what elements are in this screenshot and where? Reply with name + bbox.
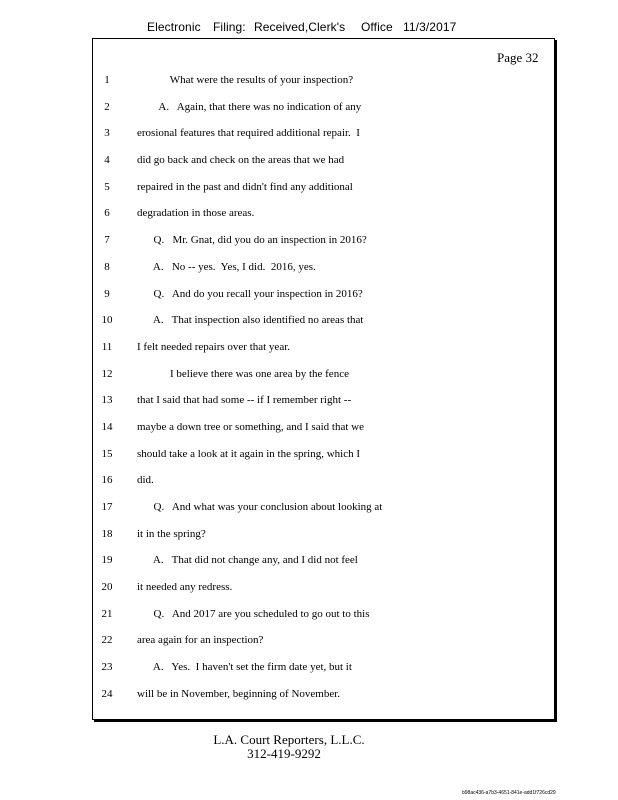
transcript-line <box>0 364 618 391</box>
line-number: 17 <box>101 501 113 513</box>
line-number: 20 <box>101 581 113 594</box>
transcript-lines <box>0 70 618 711</box>
transcript-line <box>0 97 618 124</box>
footer <box>0 733 618 761</box>
transcript-line <box>0 337 618 364</box>
line-text: should take a look at it again in the spring, which I <box>137 447 361 460</box>
line-number: 7 <box>104 234 110 247</box>
page-number: Page 32 <box>497 50 539 65</box>
line-number: 23 <box>101 661 113 674</box>
line-number: 5 <box>104 180 110 193</box>
transcript-line <box>0 230 618 257</box>
filing-received: Received,Clerk's <box>254 20 346 34</box>
line-text: Q. And what was your conclusion about looking at <box>137 501 383 513</box>
transcript-line <box>0 284 618 311</box>
line-text: did go back and check on the areas that we had <box>137 154 345 167</box>
line-text: Q. Mr. Gnat, did you do an inspection in 2016? <box>137 234 367 247</box>
line-text: area again for an inspection? <box>137 634 264 647</box>
line-text: A. That did not change any, and I did not feel <box>137 554 358 567</box>
transcript-line <box>0 524 618 551</box>
line-number: 9 <box>104 287 110 300</box>
line-number: 22 <box>101 634 113 647</box>
line-number: 16 <box>101 474 113 487</box>
transcript-line <box>0 310 618 337</box>
transcript-line <box>0 150 618 177</box>
transcript-line <box>0 497 618 524</box>
transcript-line <box>0 417 618 444</box>
filing-office: Office <box>361 20 393 34</box>
line-number: 11 <box>101 340 113 353</box>
transcript-line <box>0 390 618 417</box>
line-text: that I said that had some -- if I remember right -- <box>137 394 352 407</box>
line-number: 10 <box>101 314 113 327</box>
line-number: 24 <box>101 687 113 700</box>
line-number: 14 <box>101 420 113 433</box>
footer-phone: 312-419-9292 <box>247 746 321 761</box>
line-number: 12 <box>101 367 113 380</box>
line-text: maybe a down tree or something, and I said that we <box>137 420 364 433</box>
footer-company: L.A. Court Reporters, L.L.C. <box>213 732 365 747</box>
transcript-line <box>0 630 618 657</box>
transcript-line <box>0 123 618 150</box>
line-text: repaired in the past and didn't find any additional <box>137 180 353 193</box>
filing-stamp-header <box>0 20 618 38</box>
line-text: will be in November, beginning of November. <box>137 687 341 700</box>
line-number: 4 <box>104 154 110 167</box>
line-text: A. Again, that there was no indication of any <box>137 100 362 113</box>
transcript-line <box>0 550 618 577</box>
line-text: What were the results of your inspection? <box>137 74 354 86</box>
line-number: 13 <box>101 394 113 407</box>
line-text: it needed any redress. <box>137 581 233 594</box>
transcript-line <box>0 684 618 711</box>
line-text: did. <box>137 474 154 487</box>
line-text: A. That inspection also identified no areas that <box>137 314 364 327</box>
transcript-line <box>0 177 618 204</box>
document-id: b98ac436-a7b3-4651-841e-add1f726cd29 <box>462 790 556 796</box>
transcript-line <box>0 257 618 284</box>
transcript-line <box>0 70 618 97</box>
line-number: 2 <box>104 100 110 113</box>
line-text: I felt needed repairs over that year. <box>137 340 291 353</box>
line-text: erosional features that required additional repair. I <box>137 127 360 140</box>
filing-filing: Filing: <box>213 20 246 34</box>
transcript-line <box>0 657 618 684</box>
filing-electronic: Electronic <box>147 20 201 34</box>
line-number: 1 <box>104 74 110 86</box>
transcript-line <box>0 577 618 604</box>
line-number: 21 <box>101 607 113 620</box>
line-number: 8 <box>104 260 110 273</box>
line-text: A. No -- yes. Yes, I did. 2016, yes. <box>137 260 316 273</box>
transcript-line <box>0 444 618 471</box>
line-text: degradation in those areas. <box>137 207 255 220</box>
line-text: it in the spring? <box>137 527 206 540</box>
line-number: 18 <box>101 527 113 540</box>
line-number: 3 <box>104 127 110 140</box>
line-text: Q. And do you recall your inspection in 2016? <box>137 287 363 300</box>
transcript-line <box>0 470 618 497</box>
line-number: 19 <box>101 554 113 567</box>
line-number: 6 <box>104 207 110 220</box>
line-number: 15 <box>101 447 113 460</box>
filing-date: 11/3/2017 <box>403 20 457 34</box>
transcript-line <box>0 203 618 230</box>
line-text: I believe there was one area by the fence <box>137 367 349 380</box>
transcript-line <box>0 604 618 631</box>
line-text: Q. And 2017 are you scheduled to go out to this <box>137 607 370 620</box>
line-text: A. Yes. I haven't set the firm date yet, but it <box>137 661 352 674</box>
